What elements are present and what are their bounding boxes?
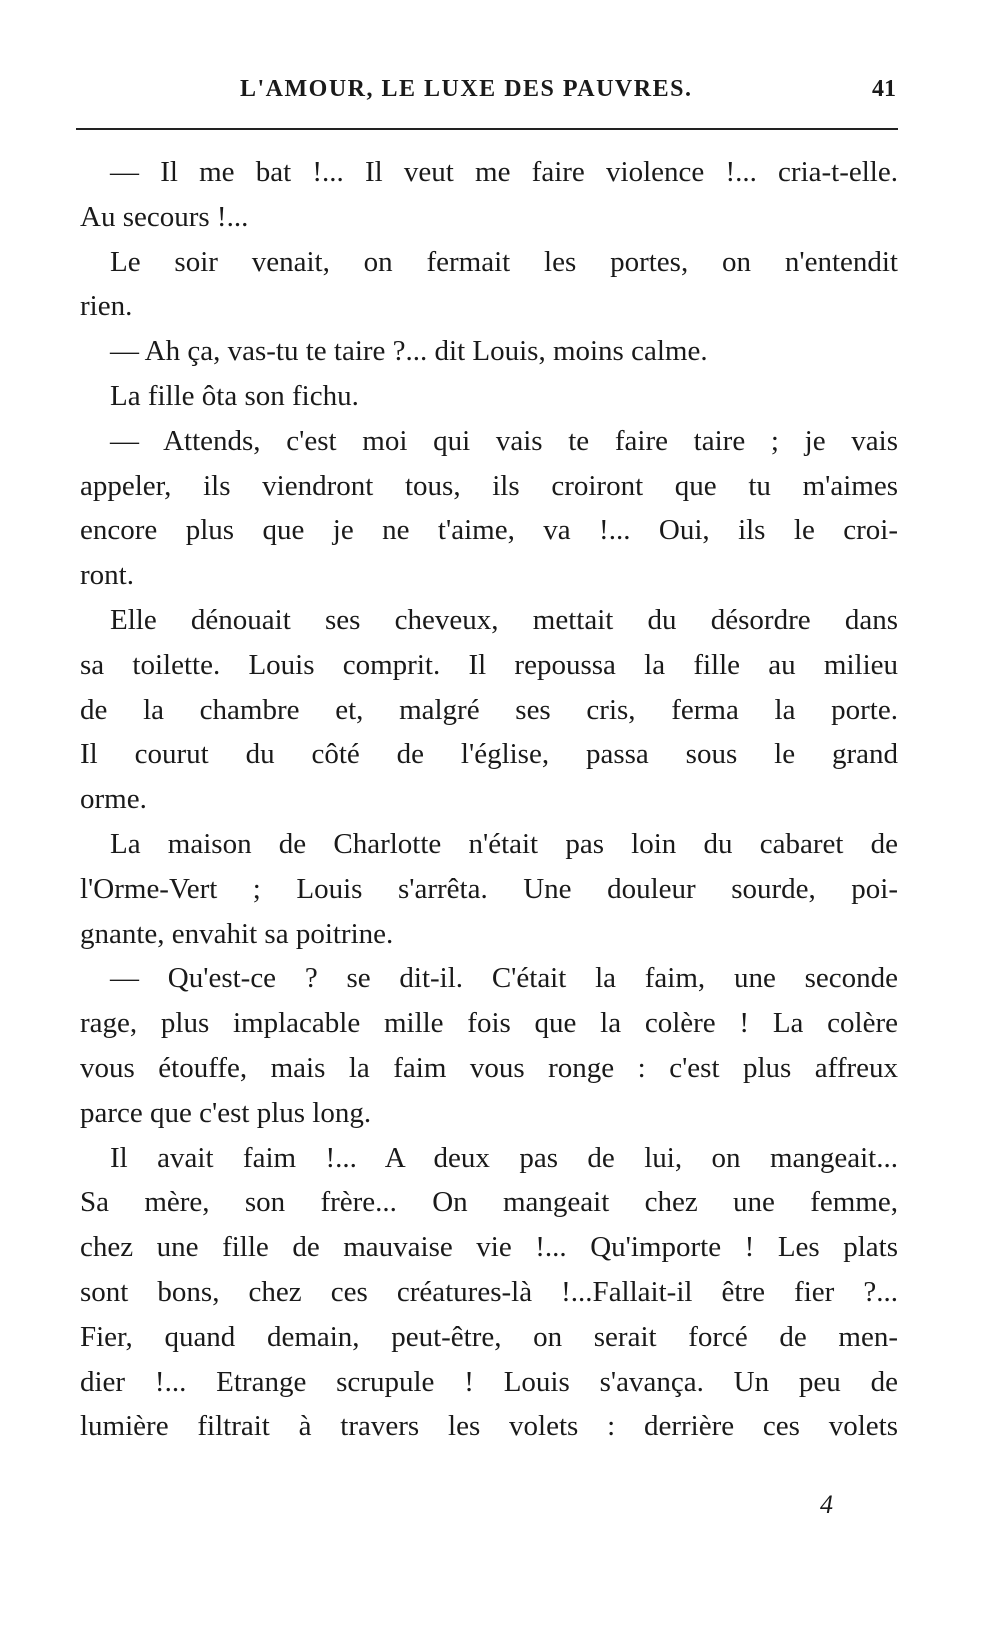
text-line: encore plus que je ne t'aime, va !... Oui, ils le croi-	[80, 514, 898, 547]
text-line: lumière filtrait à travers les volets : derrière ces volets	[80, 1410, 898, 1443]
text-line: Au secours !...	[80, 200, 249, 233]
text-line: Le soir venait, on fermait les portes, on n'entendit	[110, 245, 898, 278]
text-line: dier !... Etrange scrupule ! Louis s'avança. Un peu de	[80, 1365, 898, 1398]
text-line: Fier, quand demain, peut-être, on serait forcé de men-	[80, 1320, 898, 1353]
text-line: — Qu'est-ce ? se dit-il. C'était la faim, une seconde	[110, 962, 898, 995]
text-line: sa toilette. Louis comprit. Il repoussa la fille au milieu	[80, 648, 898, 681]
text-line: — Il me bat !... Il veut me faire violence !... cria-t-elle.	[110, 156, 898, 188]
text-line: orme.	[80, 783, 147, 816]
signature-mark: 4	[820, 1490, 833, 1519]
text-line: chez une fille de mauvaise vie !... Qu'importe ! Les plats	[80, 1231, 898, 1264]
text-line: — Attends, c'est moi qui vais te faire taire ; je vais	[110, 424, 898, 457]
running-title: L'AMOUR, LE LUXE DES PAUVRES.	[240, 76, 693, 102]
text-line: Elle dénouait ses cheveux, mettait du désordre dans	[110, 603, 898, 636]
text-line: appeler, ils viendront tous, ils croiront que tu m'aimes	[80, 469, 898, 502]
text-line: ront.	[80, 559, 134, 592]
text-line: l'Orme-Vert ; Louis s'arrêta. Une douleur sourde, poi-	[80, 872, 898, 905]
text-line: parce que c'est plus long.	[80, 1096, 372, 1129]
text-line: La maison de Charlotte n'était pas loin du cabaret de	[110, 827, 898, 860]
header-rule	[76, 128, 898, 130]
text-line: — Ah ça, vas-tu te taire ?... dit Louis, moins calme.	[110, 335, 708, 368]
text-line: sont bons, chez ces créatures-là !...Fallait-il être fier ?...	[80, 1275, 898, 1308]
text-line: gnante, envahit sa poitrine.	[80, 917, 394, 950]
text-line: Sa mère, son frère... On mangeait chez une femme,	[80, 1186, 898, 1219]
body-text	[80, 150, 898, 1449]
running-head	[0, 72, 1000, 112]
text-line: Il courut du côté de l'église, passa sous le grand	[80, 738, 898, 771]
text-line: vous étouffe, mais la faim vous ronge : c'est plus affreux	[80, 1051, 898, 1084]
text-line: rien.	[80, 290, 133, 323]
text-line: Il avait faim !... A deux pas de lui, on mangeait...	[110, 1141, 898, 1174]
text-line: de la chambre et, malgré ses cris, ferma la porte.	[80, 693, 898, 726]
page-number: 41	[872, 76, 896, 102]
text-line: rage, plus implacable mille fois que la colère ! La colère	[80, 1007, 898, 1040]
text-line: La fille ôta son fichu.	[110, 379, 359, 412]
